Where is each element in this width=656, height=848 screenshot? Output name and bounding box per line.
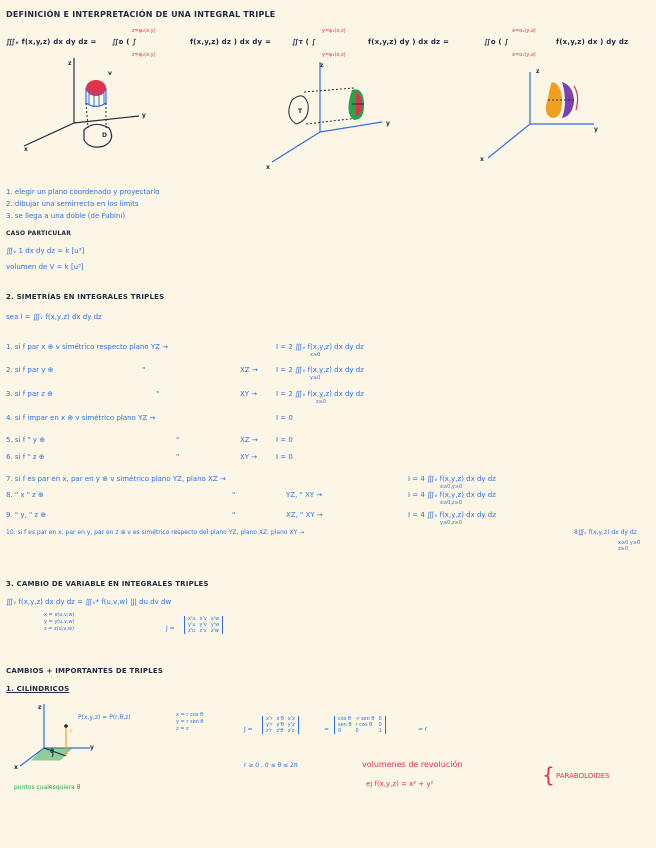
sym-4-b: I = 0 bbox=[276, 414, 293, 422]
sym-1-a: 1. si f par x ⊕ v simétrico respecto plano YZ → bbox=[6, 343, 169, 351]
step-3: 3. se llega a una doble (de Fubini) bbox=[6, 212, 126, 220]
volume-integral: ∭ᵥ 1 dx dy dz = k [u³] bbox=[6, 247, 85, 255]
section-2-title: 2. SIMETRÍAS EN INTEGRALES TRIPLES bbox=[6, 293, 165, 301]
sym-9-sub: y≥0,z≥0 bbox=[440, 520, 462, 526]
sym-9-p: XZ, " XY → bbox=[286, 511, 323, 519]
sym-2-a: 2. si f par y ⊕ bbox=[6, 366, 54, 374]
sym-10-a: 10. si f es par en x, par en y, par en z ⊕ v es simétrico respecto del plano YZ, plano XZ, plano XY → bbox=[6, 529, 305, 536]
fig1-d-label: D bbox=[102, 132, 108, 139]
sym-8-a: 8. " x " z ⊕ bbox=[6, 491, 44, 499]
cyl-z-label: z bbox=[38, 704, 42, 711]
sym-10-b: 8∭ᵥ f(x,y,z) dx dy dz bbox=[574, 529, 637, 536]
section-2-sea: sea I = ∭ᵥ f(x,y,z) dx dy dz bbox=[6, 313, 102, 321]
def-term3-body: f(x,y,z) dx ) dy dz bbox=[556, 38, 629, 46]
section-4-subtitle: 1. CILÍNDRICOS bbox=[6, 685, 70, 693]
page-title: DEFINICIÓN E INTERPRETACIÓN DE UNA INTEGRAL TRIPLE bbox=[6, 10, 276, 19]
sym-2-m: " bbox=[142, 366, 146, 374]
sym-8-m: " bbox=[232, 491, 236, 499]
figure-projection-xz bbox=[272, 62, 392, 182]
sym-6-a: 6. si f " z ⊕ bbox=[6, 453, 45, 461]
sym-6-p: XY → bbox=[240, 453, 258, 461]
sym-3-b: I = 2 ∭ᵥ f(x,y,z) dx dy dz bbox=[276, 390, 364, 398]
fig3-z-label: z bbox=[536, 68, 540, 75]
sym-3-p: XY → bbox=[240, 390, 258, 398]
revolution-paraboloides: PARABOLOIDES bbox=[556, 772, 610, 780]
sym-5-p: XZ → bbox=[240, 436, 258, 444]
sub-z: z = z(u,v,w) bbox=[44, 626, 74, 632]
fig3-x-label: x bbox=[480, 156, 485, 163]
sym-8-b: I = 4 ∭ᵥ f(x,y,z) dx dy dz bbox=[408, 491, 496, 499]
section-4-title: CAMBIOS + IMPORTANTES DE TRIPLES bbox=[6, 667, 164, 675]
fig1-x-label: x bbox=[24, 146, 29, 153]
cyl-y-label: y bbox=[90, 744, 95, 751]
sym-2-sub: y≥0 bbox=[310, 375, 321, 381]
fig1-y-label: y bbox=[142, 112, 147, 119]
cyl-note: puntos cualesquiera θ bbox=[14, 784, 81, 791]
cyl-r-label: r bbox=[70, 728, 73, 735]
def-term1-body: f(x,y,z) dz ) dx dy = bbox=[190, 38, 272, 46]
def-term3: ∬ᴏ ( ∫ bbox=[484, 38, 509, 46]
sym-2-p: XZ → bbox=[240, 366, 258, 374]
sym-5-m: " bbox=[176, 436, 180, 444]
sym-1-sub: x≥0 bbox=[310, 352, 321, 358]
fig2-y-label: y bbox=[386, 120, 391, 127]
cyl-range: r ≥ 0 , 0 ≤ θ ≤ 2π bbox=[244, 762, 298, 769]
fig1-v-label: v bbox=[108, 70, 113, 77]
def-term3-upper: x=α₂(y,z) bbox=[512, 28, 536, 34]
def-term1-upper: z=φ₂(x,y) bbox=[132, 28, 156, 34]
def-term2: ∬ᴛ ( ∫ bbox=[292, 38, 317, 46]
sym-6-b: I = 0 bbox=[276, 453, 293, 461]
fig1-z-label: z bbox=[68, 60, 72, 67]
figure-projection-yz bbox=[482, 62, 602, 172]
sym-4-a: 4. si f impar en x ⊕ v simétrico plano YZ → bbox=[6, 414, 156, 422]
figure-projection-xy bbox=[14, 58, 154, 168]
cyl-substitutions bbox=[176, 712, 203, 732]
cyl-x-label: x bbox=[14, 764, 19, 771]
section-3-substitutions bbox=[44, 612, 75, 632]
sym-5-b: I = 0 bbox=[276, 436, 293, 444]
sub-x: x = x(u,v,w) bbox=[44, 612, 75, 618]
sym-9-m: " bbox=[232, 511, 236, 519]
def-term3-lower: x=α₁(y,z) bbox=[512, 52, 536, 58]
cyl-sub-z: z = z bbox=[176, 726, 189, 732]
sym-6-m: " bbox=[176, 453, 180, 461]
sym-2-b: I = 2 ∭ᵥ f(x,y,z) dx dy dz bbox=[276, 366, 364, 374]
sym-3-sub: z≥0 bbox=[316, 399, 326, 405]
cyl-jacobian-matrix-symbolic: x'r x'θ x'z y'r y'θ y'z z'r z'θ z'z bbox=[262, 716, 299, 734]
cyl-jacobian-result: = r bbox=[418, 726, 428, 733]
sym-8-p: YZ, " XY → bbox=[286, 491, 323, 499]
sym-7-a: 7. si f es par en x, par en y ⊕ v simétrico plano YZ, plano XZ → bbox=[6, 475, 226, 483]
sym-3-a: 3. si f par z ⊕ bbox=[6, 390, 54, 398]
cyl-point: P(x,y,z) = P(r,θ,z) bbox=[78, 714, 131, 721]
section-3-formula: ∭ᵥ f(x,y,z) dx dy dz = ∭ᵥ* f(u,v,w) |J| du dv dw bbox=[6, 598, 172, 606]
step-2: 2. dibujar una semirrecta en los limits bbox=[6, 200, 139, 208]
sym-9-a: 9. " y, " z ⊕ bbox=[6, 511, 47, 519]
cyl-theta-label: θ bbox=[50, 748, 55, 755]
def-lhs: ∭ᵥ f(x,y,z) dx dy dz = bbox=[6, 38, 97, 46]
sym-7-sub: x≥0,y≥0 bbox=[440, 484, 463, 490]
jacobian-label: J = bbox=[166, 625, 175, 632]
cyl-sub-y: y = r sen θ bbox=[176, 719, 204, 725]
sym-7-b: I = 4 ∭ᵥ f(x,y,z) dx dy dz bbox=[408, 475, 496, 483]
cyl-jacobian-matrix-values: cos θ -r sen θ 0 sen θ r cos θ 0 0 0 1 bbox=[334, 716, 386, 734]
revolution-formula: ej f(x,y,z) = x² + y² bbox=[366, 780, 434, 788]
cyl-sub-x: x = r cos θ bbox=[176, 712, 204, 718]
revolution-brace: { bbox=[542, 763, 555, 787]
sub-y: y = y(u,v,w) bbox=[44, 619, 75, 625]
sym-1-b: I = 2 ∭ᵥ f(x,y,z) dx dy dz bbox=[276, 343, 364, 351]
section-3-title: 3. CAMBIO DE VARIABLE EN INTEGRALES TRIPLES bbox=[6, 580, 209, 588]
sym-3-m: " bbox=[156, 390, 160, 398]
fig3-y-label: y bbox=[594, 126, 599, 133]
sym-9-b: I = 4 ∭ᵥ f(x,y,z) dx dy dz bbox=[408, 511, 496, 519]
jacobian-matrix: x'u x'v x'w y'u y'v y'w z'u z'v z'w bbox=[184, 616, 223, 634]
revolution-title: volumenes de revolución bbox=[362, 760, 463, 769]
cyl-equals: = bbox=[324, 726, 330, 733]
def-term2-upper: y=ψ₂(x,z) bbox=[322, 28, 346, 34]
fig2-t-label: T bbox=[298, 108, 303, 115]
volume-statement: volumen de V = k [u³] bbox=[6, 263, 84, 271]
def-term1: ∬ᴅ ( ∫ bbox=[112, 38, 137, 46]
sym-5-a: 5. si f " y ⊕ bbox=[6, 436, 46, 444]
sym-10-sub: x≥0 y≥0 z≥0 bbox=[618, 540, 641, 552]
def-term2-lower: y=ψ₁(x,z) bbox=[322, 52, 346, 58]
fig2-z-label: z bbox=[320, 62, 324, 69]
cyl-jacobian-label: J = bbox=[244, 726, 253, 733]
fig2-x-label: x bbox=[266, 164, 271, 171]
step-1: 1. elegir un plano coordenado y proyectarlo bbox=[6, 188, 160, 196]
def-term2-body: f(x,y,z) dy ) dx dz = bbox=[368, 38, 450, 46]
def-term1-lower: z=φ₁(x,y) bbox=[132, 52, 156, 58]
caso-particular: CASO PARTICULAR bbox=[6, 230, 72, 237]
sym-8-sub: x≥0,z≥0 bbox=[440, 500, 462, 506]
